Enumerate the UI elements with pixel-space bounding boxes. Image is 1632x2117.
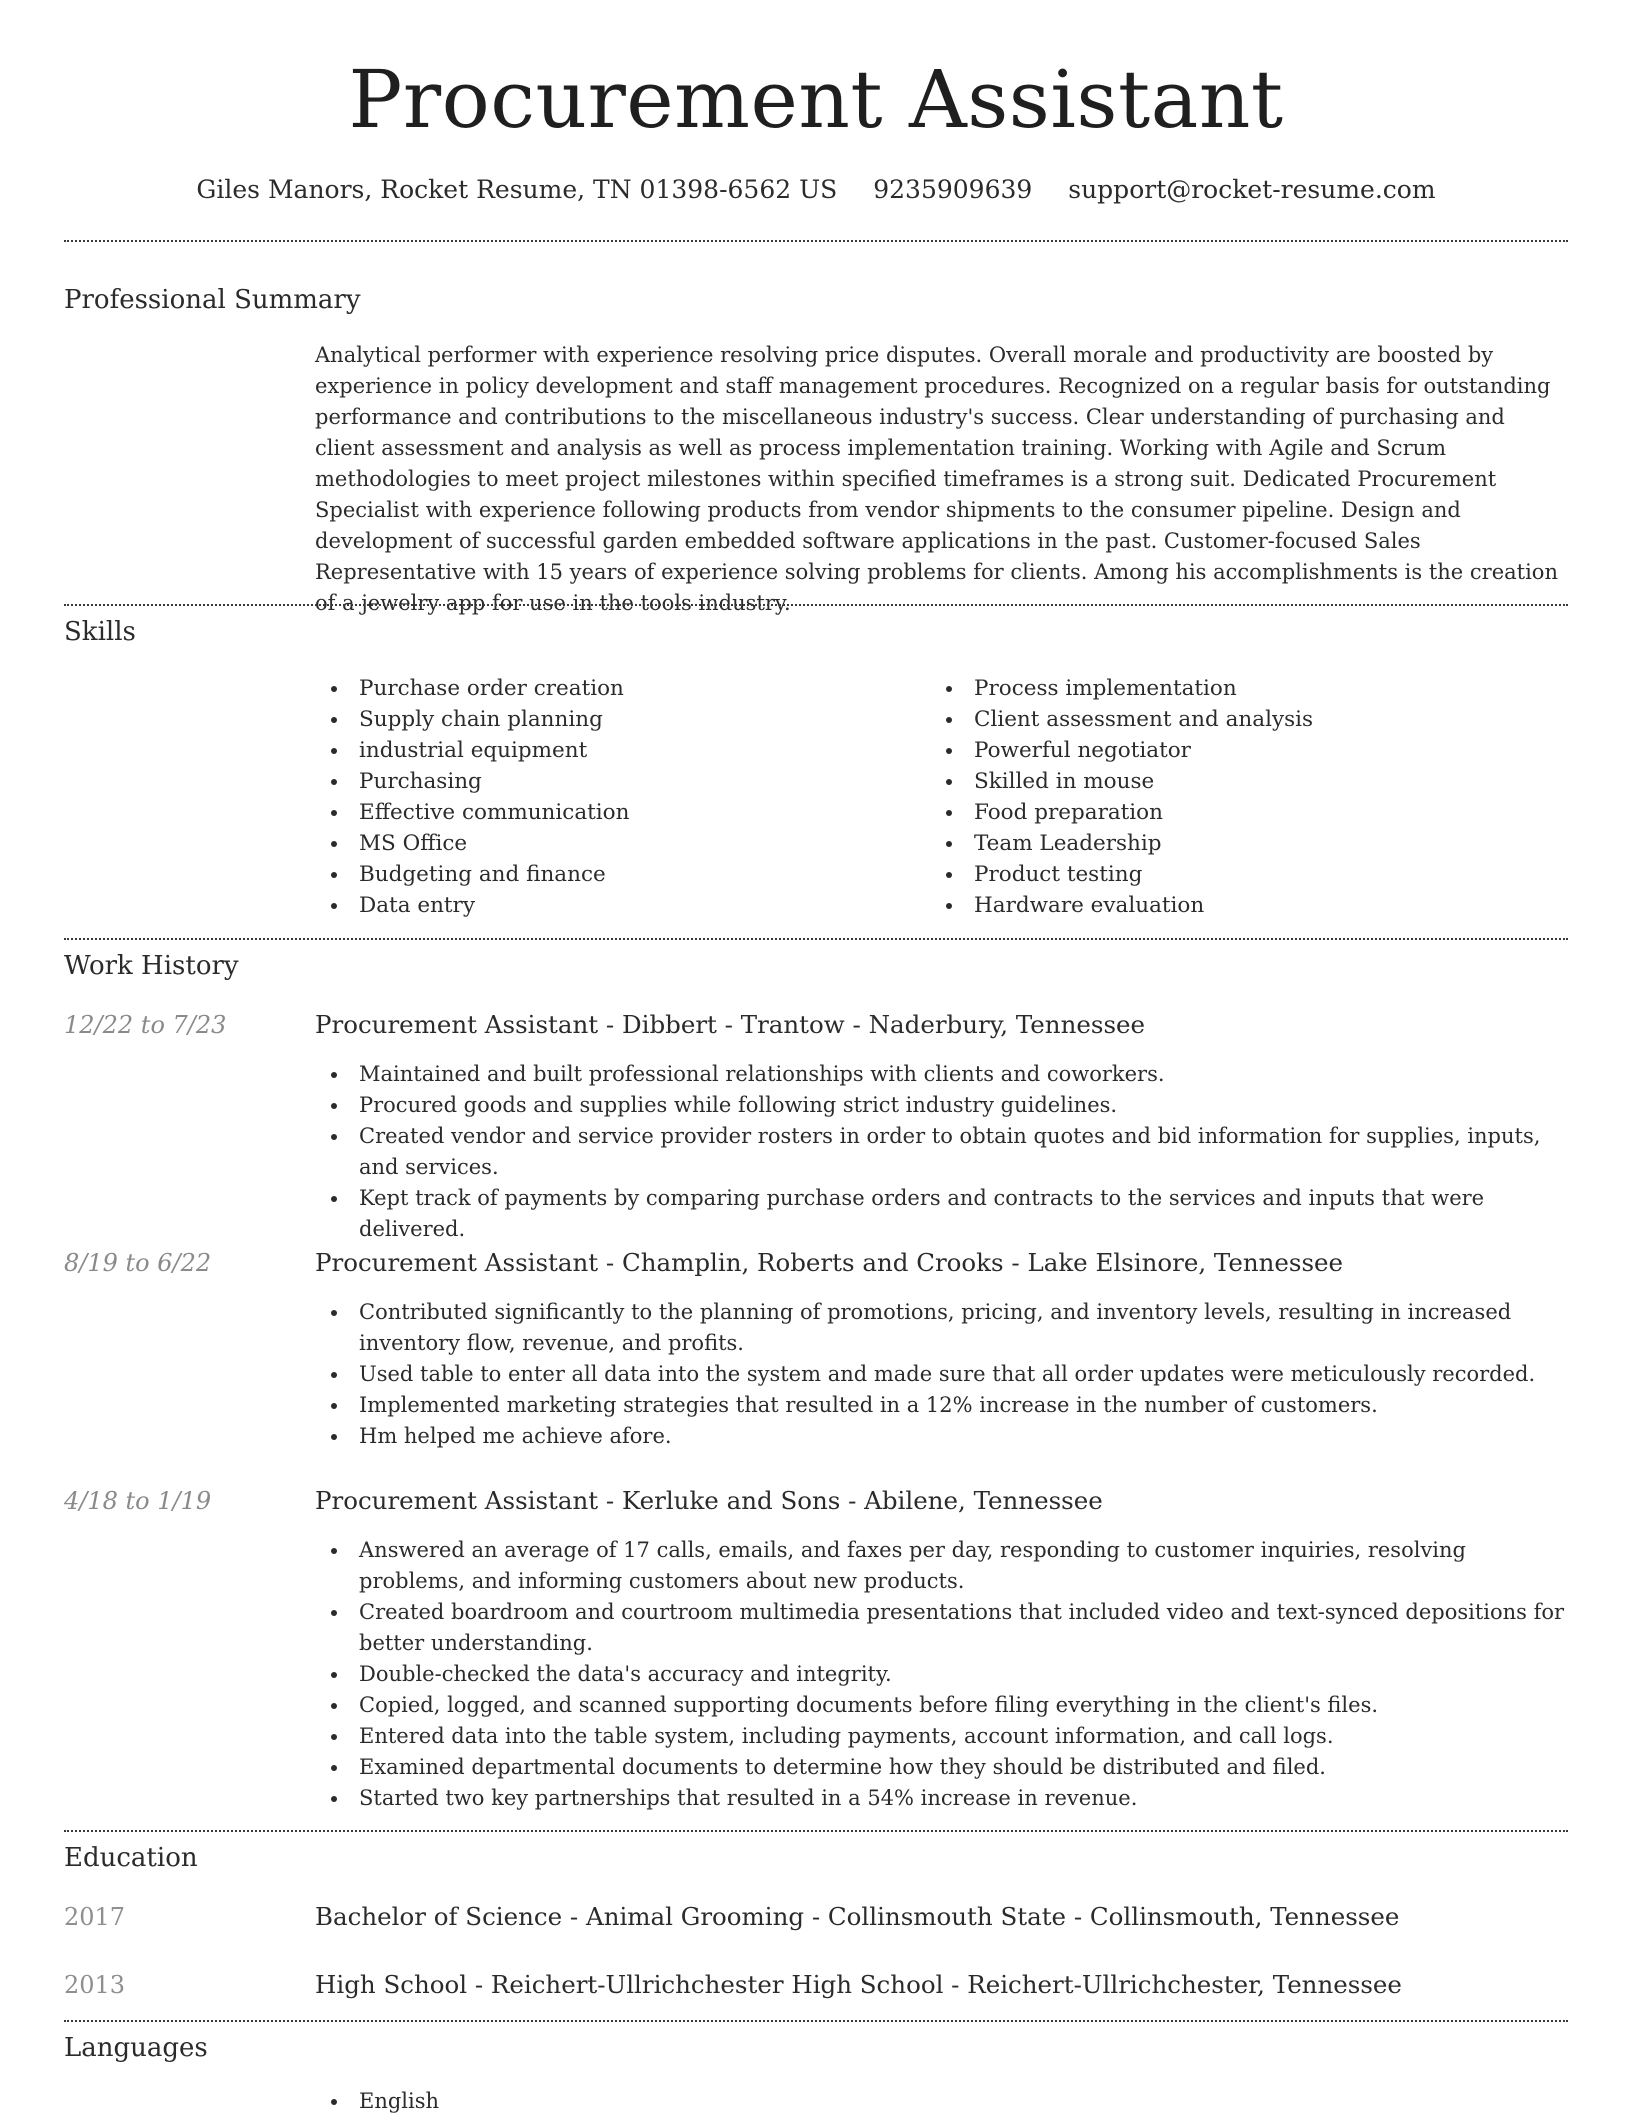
summary-text: Analytical performer with experience resolving price disputes. Overall morale and productivity are boosted by experience in policy development and staff management procedures. Recognized on a regular basis for outstanding performance and contributions to the miscellaneous industry's success. Clear understanding of purchasing and client assessment and analysis as well as process implementation training. Working with Agile and Scrum methodologies to meet project milestones within specified timeframes is a strong suit. Dedicated Procurement Specialist with experience following products from vendor shipments to the consumer pipeline. Design and development of successful garden embedded software applications in the past. Customer-focused Sales Representative with 15 years of experience solving problems for clients. Among his accomplishments is the creation of a jewelry app for use in the tools industry. — [315, 343, 1558, 615]
education-year: 2013 — [64, 1971, 126, 1999]
summary-heading: Professional Summary — [64, 285, 361, 315]
education-title: High School - Reichert-Ullrichchester High School - Reichert-Ullrichchester, Tennessee — [315, 1970, 1402, 1999]
job-dates: 4/18 to 1/19 — [64, 1487, 212, 1515]
section-divider — [64, 240, 1568, 242]
skill-item: industrial equipment — [315, 735, 915, 766]
contact-email: support@rocket-resume.com — [1068, 175, 1436, 204]
job-bullets — [315, 1297, 1568, 1452]
list-item: Answered an average of 17 calls, emails, and faxes per day, responding to customer inquiries, resolving problems, and informing customers about new products. — [315, 1535, 1568, 1597]
contact-phone: 9235909639 — [873, 175, 1033, 204]
list-item: Created boardroom and courtroom multimedia presentations that included video and text-synced depositions for better understanding. — [315, 1597, 1568, 1659]
education-title: Bachelor of Science - Animal Grooming - Collinsmouth State - Collinsmouth, Tennessee — [315, 1902, 1400, 1931]
languages-list — [315, 2086, 1568, 2117]
skills-list-left — [315, 673, 915, 921]
skill-item: Hardware evaluation — [930, 890, 1530, 921]
job-dates: 12/22 to 7/23 — [64, 1011, 227, 1039]
list-item: Implemented marketing strategies that resulted in a 12% increase in the number of customers. — [315, 1390, 1568, 1421]
skill-item: Process implementation — [930, 673, 1530, 704]
list-item: Contributed significantly to the planning of promotions, pricing, and inventory levels, resulting in increased inventory flow, revenue, and profits. — [315, 1297, 1568, 1359]
education-year: 2017 — [64, 1903, 126, 1931]
list-item: Started two key partnerships that resulted in a 54% increase in revenue. — [315, 1783, 1568, 1814]
list-item: Kept track of payments by comparing purchase orders and contracts to the services and inputs that were delivered. — [315, 1183, 1568, 1245]
list-item: Used table to enter all data into the system and made sure that all order updates were meticulously recorded. — [315, 1359, 1568, 1390]
skills-list-right — [930, 673, 1530, 921]
skill-item: Powerful negotiator — [930, 735, 1530, 766]
contact-line — [64, 170, 1568, 210]
skill-item: Skilled in mouse — [930, 766, 1530, 797]
education-heading: Education — [64, 1843, 198, 1873]
list-item: Double-checked the data's accuracy and integrity. — [315, 1659, 1568, 1690]
skill-item: Effective communication — [315, 797, 915, 828]
job-dates: 8/19 to 6/22 — [64, 1249, 212, 1277]
skill-item: Team Leadership — [930, 828, 1530, 859]
skill-item: Supply chain planning — [315, 704, 915, 735]
list-item: Created vendor and service provider rosters in order to obtain quotes and bid information for supplies, inputs, and services. — [315, 1121, 1568, 1183]
work-heading: Work History — [64, 951, 239, 981]
skill-item: Food preparation — [930, 797, 1530, 828]
languages-heading: Languages — [64, 2033, 208, 2063]
resume-title: Procurement Assistant — [348, 53, 1284, 146]
list-item: Entered data into the table system, including payments, account information, and call logs. — [315, 1721, 1568, 1752]
skill-item: Purchase order creation — [315, 673, 915, 704]
list-item: English — [315, 2086, 1568, 2117]
contact-address: Giles Manors, Rocket Resume, TN 01398-6562 US — [196, 175, 838, 204]
skill-item: Client assessment and analysis — [930, 704, 1530, 735]
skill-item: Budgeting and finance — [315, 859, 915, 890]
job-title: Procurement Assistant - Kerluke and Sons - Abilene, Tennessee — [315, 1486, 1103, 1515]
skill-item: MS Office — [315, 828, 915, 859]
skill-item: Product testing — [930, 859, 1530, 890]
job-title: Procurement Assistant - Dibbert - Trantow - Naderbury, Tennessee — [315, 1010, 1146, 1039]
section-divider — [64, 2020, 1568, 2022]
skill-item: Data entry — [315, 890, 915, 921]
skill-item: Purchasing — [315, 766, 915, 797]
section-divider — [64, 1830, 1568, 1832]
skills-heading: Skills — [64, 617, 136, 647]
section-divider — [64, 938, 1568, 940]
job-bullets — [315, 1059, 1568, 1245]
list-item: Examined departmental documents to determine how they should be distributed and filed. — [315, 1752, 1568, 1783]
list-item: Hm helped me achieve afore. — [315, 1421, 1568, 1452]
list-item: Procured goods and supplies while following strict industry guidelines. — [315, 1090, 1568, 1121]
job-title: Procurement Assistant - Champlin, Roberts and Crooks - Lake Elsinore, Tennessee — [315, 1248, 1344, 1277]
list-item: Copied, logged, and scanned supporting documents before filing everything in the client's files. — [315, 1690, 1568, 1721]
job-bullets — [315, 1535, 1568, 1814]
section-divider — [64, 604, 1568, 606]
list-item: Maintained and built professional relationships with clients and coworkers. — [315, 1059, 1568, 1090]
